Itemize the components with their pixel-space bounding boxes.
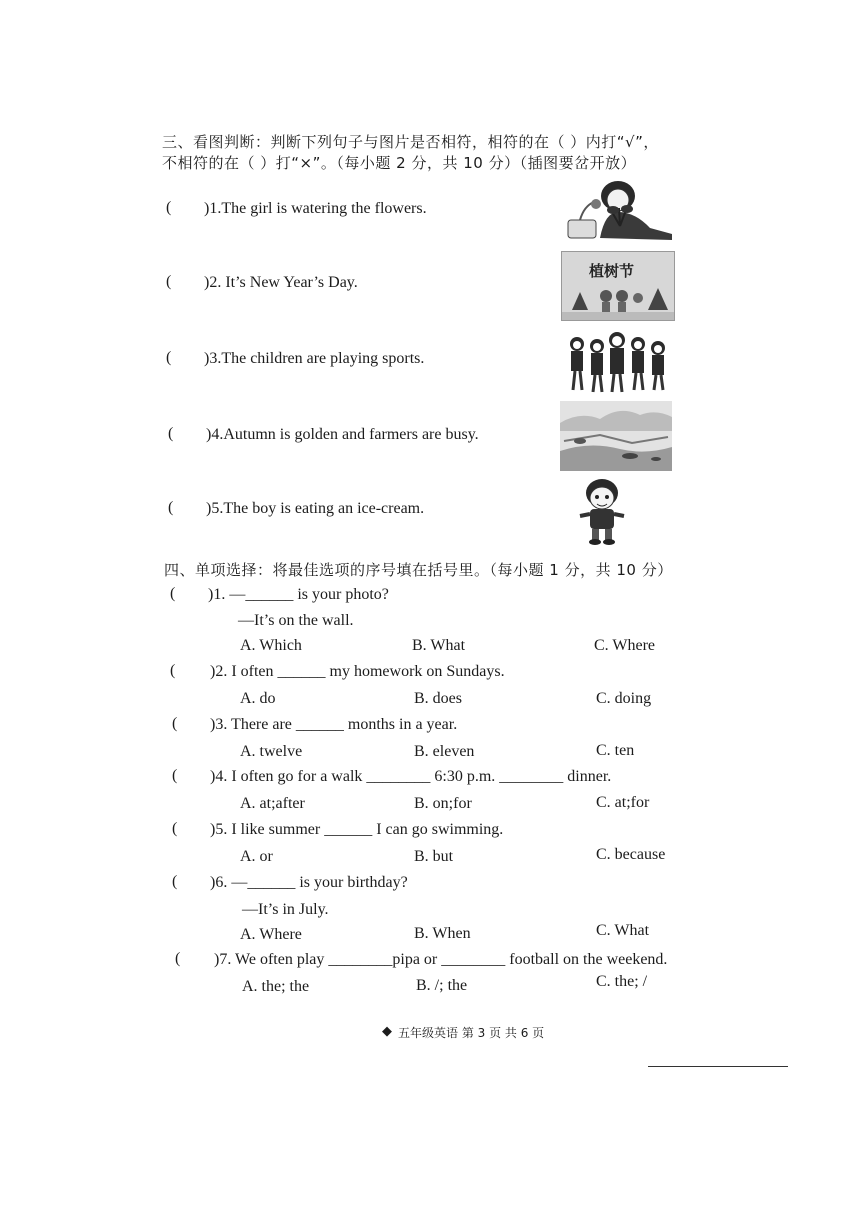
option-c: C. Where [594, 637, 656, 654]
item-text: )3.The children are playing sports. [204, 350, 425, 367]
poster-title: 植树节 [589, 262, 635, 280]
tree-planting-poster-picture [561, 251, 675, 321]
landscape-picture [560, 401, 672, 471]
option-c: C. ten [596, 742, 635, 759]
option-a: A. Where [240, 926, 302, 943]
option-b: B. What [412, 637, 466, 654]
option-b: B. /; the [416, 977, 468, 994]
section3-title-line2: 不相符的在（ ）打“×”。（每小题 2 分，共 10 分）（插图要岔开放） [162, 154, 637, 172]
question-stem: )1. —______ is your photo? [208, 586, 389, 603]
answer-paren[interactable]: ( [170, 662, 176, 679]
option-b: B. eleven [414, 743, 475, 760]
option-b: B. When [414, 925, 471, 942]
answer-paren[interactable]: ( [168, 499, 174, 516]
option-a: A. Which [240, 637, 302, 654]
option-c: C. doing [596, 690, 652, 707]
question-stem: )5. I like summer ______ I can go swimming. [210, 821, 504, 838]
answer-paren[interactable]: ( [170, 585, 176, 602]
answer-paren[interactable]: ( [166, 273, 172, 290]
boy-picture [576, 476, 628, 546]
divider-line [648, 1066, 788, 1067]
option-c: C. What [596, 922, 650, 939]
option-b: B. on;for [414, 795, 472, 812]
option-a: A. twelve [240, 743, 303, 760]
answer-paren[interactable]: ( [172, 820, 178, 837]
option-a: A. or [240, 848, 273, 865]
option-b: B. does [414, 690, 462, 707]
option-b: B. but [414, 848, 454, 865]
question-reply: —It’s in July. [242, 901, 329, 918]
option-c: C. the; / [596, 973, 648, 990]
answer-paren[interactable]: ( [172, 715, 178, 732]
question-reply: —It’s on the wall. [238, 612, 354, 629]
answer-paren[interactable]: ( [175, 950, 181, 967]
question-stem: )7. We often play ________pipa or ________ football on the weekend. [214, 951, 668, 968]
item-text: )1.The girl is watering the flowers. [204, 200, 427, 217]
option-a: A. do [240, 690, 276, 707]
girl-watering-picture [560, 176, 674, 242]
children-group-picture [562, 326, 672, 394]
question-stem: )2. I often ______ my homework on Sundays. [210, 663, 505, 680]
answer-paren[interactable]: ( [166, 349, 172, 366]
answer-paren[interactable]: ( [166, 199, 172, 216]
answer-paren[interactable]: ( [172, 767, 178, 784]
section4-title: 四、单项选择：将最佳选项的序号填在括号里。（每小题 1 分，共 10 分） [164, 561, 673, 579]
option-a: A. the; the [242, 978, 310, 995]
question-stem: )6. —______ is your birthday? [210, 874, 408, 891]
section3-title-line1: 三、看图判断：判断下列句子与图片是否相符，相符的在（ ）内打“√”， [162, 133, 659, 151]
item-text: )5.The boy is eating an ice-cream. [206, 500, 425, 517]
answer-paren[interactable]: ( [172, 873, 178, 890]
item-text: )2. It’s New Year’s Day. [204, 274, 358, 291]
option-a: A. at;after [240, 795, 305, 812]
question-stem: )4. I often go for a walk ________ 6:30 p.m. ________ dinner. [210, 768, 612, 785]
answer-paren[interactable]: ( [168, 425, 174, 442]
option-c: C. at;for [596, 794, 650, 811]
item-text: )4.Autumn is golden and farmers are busy. [206, 426, 479, 443]
option-c: C. because [596, 846, 666, 863]
page-footer: 五年级英语 第 3 页 共 6 页 [398, 1026, 545, 1040]
diamond-icon: ◆ [382, 1023, 392, 1038]
question-stem: )3. There are ______ months in a year. [210, 716, 458, 733]
